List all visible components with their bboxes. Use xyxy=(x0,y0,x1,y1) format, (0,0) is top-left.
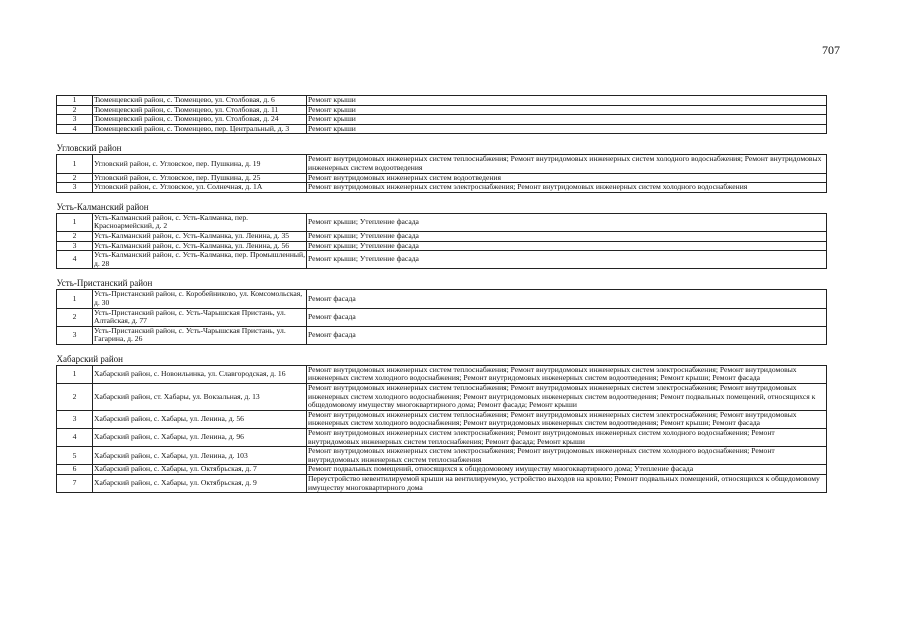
district-heading-row xyxy=(57,269,827,290)
table-row xyxy=(57,475,827,493)
district-heading: Угловский район xyxy=(57,134,827,155)
row-number: 3 xyxy=(57,183,93,193)
work-type-cell: Ремонт подвальных помещений, относящихся к общедомовому имуществу многоквартирного дома; Утепление фасада xyxy=(307,465,827,475)
address-cell: Тюменцевский район, с. Тюменцево, ул. Столбовая, д. 11 xyxy=(93,105,307,115)
row-number: 4 xyxy=(57,251,93,269)
row-number: 7 xyxy=(57,475,93,493)
row-number: 2 xyxy=(57,231,93,241)
district-heading: Хабарский район xyxy=(57,344,827,365)
row-number: 3 xyxy=(57,115,93,125)
work-type-cell: Ремонт крыши xyxy=(307,115,827,125)
table-row xyxy=(57,308,827,326)
row-number: 2 xyxy=(57,308,93,326)
table-row xyxy=(57,251,827,269)
table-row xyxy=(57,124,827,134)
work-type-cell: Ремонт фасада xyxy=(307,308,827,326)
row-number: 3 xyxy=(57,241,93,251)
table-row xyxy=(57,384,827,411)
work-type-cell: Ремонт крыши; Утепление фасада xyxy=(307,213,827,231)
district-heading-row xyxy=(57,192,827,213)
district-heading-row xyxy=(57,344,827,365)
row-number: 6 xyxy=(57,465,93,475)
address-cell: Угловский район, с. Угловское, пер. Пушкина, д. 25 xyxy=(93,173,307,183)
row-number: 1 xyxy=(57,365,93,383)
work-type-cell: Ремонт внутридомовых инженерных систем теплоснабжения; Ремонт внутридомовых инженерных систем электроснабжения; Ремонт внутридомовых инженерных систем холодного водоснабжения; Ремонт внутридомовых инженерных систем водоотведения; Ремонт крыши; Ремонт фасада xyxy=(307,410,827,428)
address-cell: Усть-Пристанский район, с. Усть-Чарышская Пристань, ул. Алтайская, д. 77 xyxy=(93,308,307,326)
table-row xyxy=(57,290,827,308)
address-cell: Усть-Калманский район, с. Усть-Калманка, пер. Промышленный, д. 28 xyxy=(94,250,305,268)
row-number: 1 xyxy=(57,155,93,173)
row-number: 1 xyxy=(57,96,93,106)
work-type-cell: Ремонт фасада xyxy=(307,290,827,308)
table-row xyxy=(57,231,827,241)
address-cell: Хабарский район, с. Хабары, ул. Ленина, д. 96 xyxy=(93,429,307,447)
district-heading: Усть-Пристанский район xyxy=(57,269,827,290)
table-row xyxy=(57,96,827,106)
address-cell: Тюменцевский район, с. Тюменцево, пер. Центральный, д. 3 xyxy=(93,124,307,134)
row-number: 4 xyxy=(57,429,93,447)
row-number: 2 xyxy=(57,173,93,183)
row-number: 2 xyxy=(57,105,93,115)
table-row xyxy=(57,155,827,173)
table-row xyxy=(57,241,827,251)
row-number: 3 xyxy=(57,326,93,344)
work-type-cell: Ремонт крыши xyxy=(307,105,827,115)
address-cell: Усть-Калманский район, с. Усть-Калманка, ул. Ленина, д. 56 xyxy=(93,241,307,251)
work-type-cell: Ремонт крыши; Утепление фасада xyxy=(307,251,827,269)
work-type-cell: Ремонт внутридомовых инженерных систем теплоснабжения; Ремонт внутридомовых инженерных систем электроснабжения; Ремонт внутридомовых инженерных систем холодного водоснабжения; Ремонт внутридомовых инженерных систем водоотведения; Ремонт крыши; Ремонт фасада xyxy=(307,365,827,383)
address-cell: Хабарский район, с. Хабары, ул. Октябрьская, д. 9 xyxy=(93,475,307,493)
row-number: 2 xyxy=(57,384,93,411)
work-type-cell: Ремонт внутридомовых инженерных систем водоотведения xyxy=(307,173,827,183)
work-type-cell: Ремонт внутридомовых инженерных систем электроснабжения; Ремонт внутридомовых инженерных систем холодного водоснабжения; Ремонт внутридомовых инженерных систем теплоснабжения xyxy=(307,447,827,465)
address-cell: Усть-Калманский район, с. Усть-Калманка, ул. Ленина, д. 35 xyxy=(93,231,307,241)
work-type-cell: Ремонт фасада xyxy=(307,326,827,344)
work-type-cell: Ремонт крыши; Утепление фасада xyxy=(307,231,827,241)
table-row xyxy=(57,326,827,344)
address-cell: Хабарский район, ст. Хабары, ул. Вокзальная, д. 13 xyxy=(93,384,307,411)
address-cell: Усть-Пристанский район, с. Коробейниково, ул. Комсомольская, д. 30 xyxy=(93,290,307,308)
row-number: 4 xyxy=(57,124,93,134)
table-row xyxy=(57,429,827,447)
address-cell: Хабарский район, с. Хабары, ул. Ленина, д. 103 xyxy=(93,447,307,465)
table-row xyxy=(57,410,827,428)
address-cell: Тюменцевский район, с. Тюменцево, ул. Столбовая, д. 6 xyxy=(93,96,307,106)
table-row xyxy=(57,115,827,125)
table-row xyxy=(57,447,827,465)
address-cell: Хабарский район, с. Хабары, ул. Ленина, д. 56 xyxy=(93,410,307,428)
repair-table xyxy=(56,95,827,493)
work-type-cell: Ремонт крыши xyxy=(307,96,827,106)
table-row xyxy=(57,465,827,475)
table-row xyxy=(57,183,827,193)
district-heading: Усть-Калманский район xyxy=(57,192,827,213)
table-row xyxy=(57,365,827,383)
work-type-cell: Ремонт внутридомовых инженерных систем теплоснабжения; Ремонт внутридомовых инженерных систем холодного водоснабжения; Ремонт внутридомовых инженерных систем водоотведения xyxy=(307,155,827,173)
address-cell: Усть-Калманский район, с. Усть-Калманка, пер. Красноармейский, д. 2 xyxy=(93,213,307,231)
address-cell: Хабарский район, с. Хабары, ул. Октябрьская, д. 7 xyxy=(93,465,307,475)
address-cell: Угловский район, с. Угловское, ул. Солнечная, д. 1А xyxy=(93,183,307,193)
work-type-cell: Ремонт крыши; Утепление фасада xyxy=(307,241,827,251)
document-body xyxy=(56,95,826,493)
table-row xyxy=(57,213,827,231)
address-cell: Угловский район, с. Угловское, пер. Пушкина, д. 19 xyxy=(93,155,307,173)
address-cell: Тюменцевский район, с. Тюменцево, ул. Столбовая, д. 24 xyxy=(93,115,307,125)
work-type-cell: Ремонт крыши xyxy=(307,124,827,134)
work-type-cell: Ремонт внутридомовых инженерных систем электроснабжения; Ремонт внутридомовых инженерных систем холодного водоснабжения; Ремонт внутридомовых инженерных систем теплоснабжения; Ремонт фасада; Ремонт крыши xyxy=(307,429,827,447)
table-row xyxy=(57,105,827,115)
row-number: 1 xyxy=(57,290,93,308)
row-number: 3 xyxy=(57,410,93,428)
work-type-cell: Переустройство невентилируемой крыши на вентилируемую, устройство выходов на кровлю; Ремонт подвальных помещений, относящихся к общедомовому имуществу многоквартирного дома xyxy=(307,475,827,493)
address-cell: Усть-Пристанский район, с. Усть-Чарышская Пристань, ул. Гагарина, д. 26 xyxy=(93,326,307,344)
district-heading-row xyxy=(57,134,827,155)
work-type-cell: Ремонт внутридомовых инженерных систем теплоснабжения; Ремонт внутридомовых инженерных систем электроснабжения; Ремонт внутридомовых инженерных систем холодного водоснабжения; Ремонт внутридомовых инженерных систем водоотведения; Ремонт подвальных помещений, относящихся к общедомовому имуществу многоквартирного дома; Ремонт фасада; Ремонт крыши xyxy=(307,384,827,411)
table-row xyxy=(57,173,827,183)
row-number: 5 xyxy=(57,447,93,465)
page-number: 707 xyxy=(822,43,840,57)
work-type-cell: Ремонт внутридомовых инженерных систем электроснабжения; Ремонт внутридомовых инженерных систем холодного водоснабжения xyxy=(307,183,827,193)
row-number: 1 xyxy=(57,213,93,231)
address-cell: Хабарский район, с. Новоильинка, ул. Славгородская, д. 16 xyxy=(93,365,307,383)
